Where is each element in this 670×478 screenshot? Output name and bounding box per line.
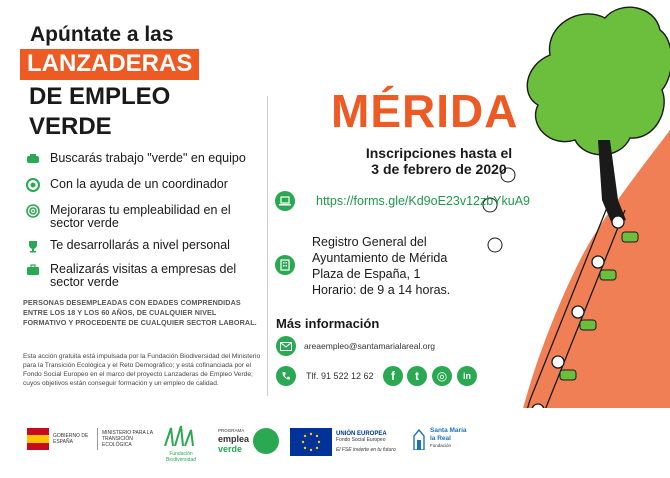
benefit-text: Mejoraras tu empleabilidad en el sector verde — [50, 203, 231, 230]
facebook-icon[interactable]: f — [383, 366, 403, 386]
trophy-icon — [26, 239, 40, 253]
smr-line-1: Santa María — [430, 427, 467, 434]
briefcase-icon — [26, 263, 40, 277]
tree-hill-illustration — [440, 0, 670, 470]
target-icon — [26, 204, 40, 218]
left-figures — [483, 168, 515, 252]
benefit-text: Buscarás trabajo "verde" en equipo — [50, 151, 246, 165]
gear-person-icon — [26, 178, 40, 192]
header-line-3: DE EMPLEO — [29, 83, 171, 110]
linkedin-icon[interactable]: in — [457, 366, 477, 386]
eligibility-text: PERSONAS DESEMPLEADAS CON EDADES COMPRENDIDAS ENTRE LOS 18 Y LOS 60 AÑOS, DE CUALQUIER NIVEL FORMATIVO Y PROCEDENTE DE CUALQUIER SECTOR LABORAL. — [23, 298, 257, 327]
deadline-line-1: Inscripciones hasta el — [365, 145, 513, 161]
fundacion-text: Fundación Biodiversidad — [165, 451, 197, 463]
registry-line-4: Horario: de 9 a 14 horas. — [312, 283, 451, 297]
ue-tag: El FSE invierte en tu futuro — [336, 447, 396, 453]
email-icon — [276, 336, 296, 356]
gobierno-text: GOBIERNO DE ESPAÑA — [53, 433, 89, 445]
church-icon — [412, 426, 426, 450]
emplea-verde-logo — [218, 428, 279, 454]
spain-shield-icon — [27, 428, 49, 450]
benefit-item — [26, 204, 266, 230]
eu-flag-icon — [290, 428, 332, 456]
benefit-text: Te desarrollarás a nivel personal — [50, 238, 230, 252]
phone-icon — [276, 366, 296, 386]
header-line-4: VERDE — [29, 113, 112, 140]
tree-crown — [527, 7, 670, 155]
logo-separator — [97, 428, 98, 450]
header-line-1: Apúntate a las — [30, 23, 174, 46]
header-highlight: LANZADERAS — [20, 49, 199, 80]
benefit-item — [26, 152, 266, 166]
santa-maria-logo — [412, 426, 467, 450]
deadline — [344, 145, 534, 177]
building-icon — [275, 255, 295, 275]
ue-title: UNIÓN EUROPEA — [336, 431, 387, 437]
instagram-icon[interactable]: ◎ — [432, 366, 452, 386]
ue-sub: Fondo Social Europeo — [336, 437, 386, 443]
grass-icon — [161, 424, 201, 446]
laptop-icon — [275, 191, 295, 211]
fundacion-logo — [157, 424, 205, 463]
benefits-list — [26, 152, 266, 289]
benefit-item — [26, 178, 266, 192]
emplea-text: emplea — [218, 434, 250, 444]
leaf-icon — [253, 428, 279, 454]
gobierno-logo — [27, 428, 162, 450]
twitter-icon[interactable]: t — [407, 366, 427, 386]
benefit-text: Realizarás visitas a empresas del sector verde — [50, 262, 237, 289]
eu-logo — [290, 428, 396, 456]
funding-note: Esta acción gratuita está impulsada por la Fundación Biodiversidad del Ministerio para la Transición Ecológica y el Reto Demográfico; y está cofinanciada por el Fondo Social Europeo en el marco del proyecto Lanzaderas de Empleo Verde; cuyos objetivos están conseguir formación y un empleo de calidad. — [23, 353, 261, 387]
city-title: MÉRIDA — [331, 85, 519, 137]
form-link[interactable]: https://forms.gle/Kd9oE23v12zbYkuA9 — [316, 194, 531, 208]
verde-text: verde — [218, 444, 243, 454]
column-divider — [267, 96, 268, 396]
smr-line-2: la Real — [430, 435, 451, 442]
ministerio-text: MINISTERIO PARA LA TRANSICIÓN ECOLÓGICA — [102, 430, 153, 448]
more-info-title: Más información — [276, 316, 380, 331]
registry-address — [312, 234, 450, 298]
handshake-icon — [26, 152, 40, 166]
deadline-line-2: 3 de febrero de 2020 — [371, 161, 507, 177]
benefit-item — [26, 239, 266, 253]
registry-line-2: Ayuntamiento de Mérida — [312, 251, 448, 265]
programa-text: PROGRAMA — [218, 428, 245, 433]
phone-number: Tlf. 91 522 12 62 — [306, 371, 374, 381]
benefit-text: Con la ayuda de un coordinador — [50, 177, 228, 191]
email-link[interactable]: areaempleo@santamarialareal.org — [304, 341, 436, 351]
footer-logos — [0, 408, 670, 478]
smr-line-3: Fundación — [430, 443, 452, 448]
registry-line-1: Registro General del — [312, 235, 427, 249]
registry-line-3: Plaza de España, 1 — [312, 267, 421, 281]
benefit-item — [26, 263, 266, 289]
